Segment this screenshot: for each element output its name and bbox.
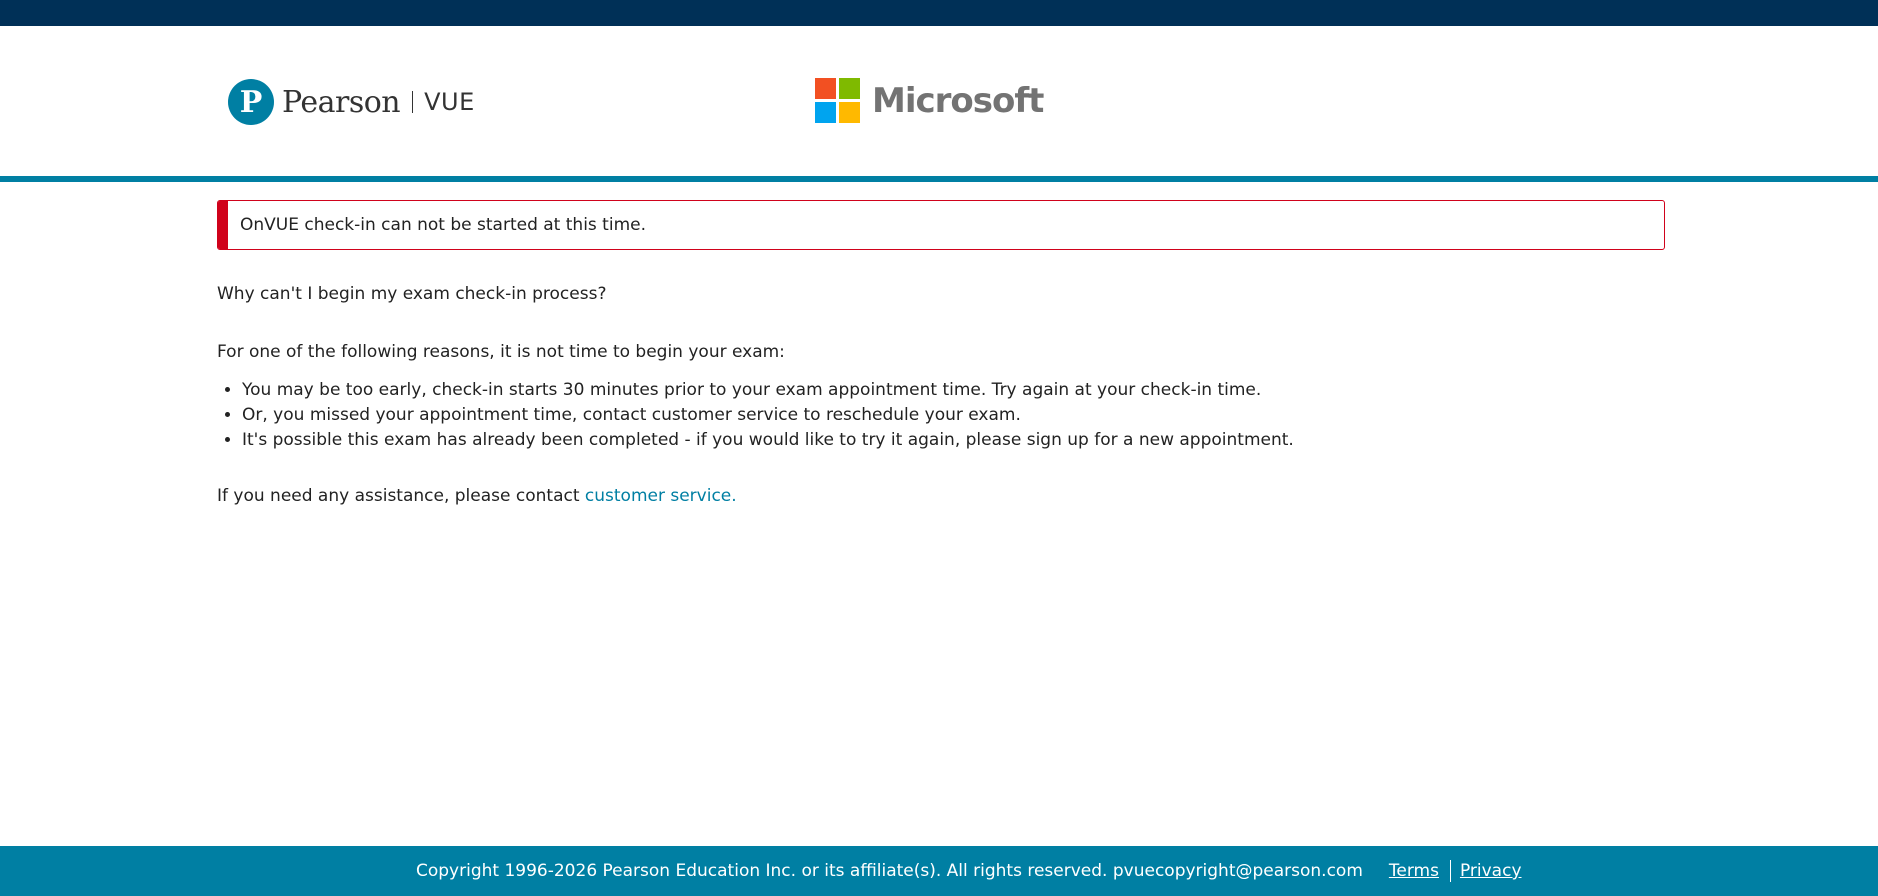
- footer: [0, 846, 1878, 896]
- pearson-wordmark: Pearson: [282, 84, 401, 120]
- vue-wordmark: VUE: [424, 88, 475, 116]
- top-bar: [0, 0, 1878, 26]
- reasons-intro: For one of the following reasons, it is not time to begin your exam:: [217, 342, 785, 362]
- terms-link[interactable]: Terms: [1388, 861, 1439, 881]
- svg-text:P: P: [239, 85, 263, 120]
- alert-message: OnVUE check-in can not be started at this time.: [240, 215, 646, 235]
- assistance-text: [217, 486, 737, 506]
- list-item: • It's possible this exam has already been completed - if you would like to try it again, please sign up for a new appointment.: [242, 428, 1294, 453]
- list-item: • You may be too early, check-in starts 30 minutes prior to your exam appointment time. Try again at your check-in time.: [242, 378, 1294, 403]
- microsoft-logo: [815, 78, 1043, 123]
- assistance-prefix: If you need any assistance, please contact: [217, 486, 585, 506]
- microsoft-wordmark: Microsoft: [872, 80, 1044, 121]
- pearson-p-icon: [228, 77, 274, 127]
- alert-accent-bar: [218, 201, 228, 249]
- header-rule: [0, 176, 1878, 182]
- main-content: [217, 200, 1667, 506]
- footer-divider: [1450, 860, 1451, 882]
- reasons-list: [217, 378, 1294, 453]
- error-alert: [217, 200, 1665, 250]
- footer-copyright: Copyright 1996-2026 Pearson Education Inc. or its affiliate(s). All rights reserved. pvuecopyright@pearson.com: [416, 861, 1363, 881]
- pearson-vue-logo[interactable]: [228, 74, 475, 130]
- privacy-link[interactable]: Privacy: [1459, 861, 1522, 881]
- logo-divider: [412, 91, 413, 113]
- microsoft-grid-icon: [815, 78, 860, 123]
- page-question: Why can't I begin my exam check-in process?: [217, 284, 607, 304]
- footer-content: [416, 860, 1522, 882]
- list-item: • Or, you missed your appointment time, contact customer service to reschedule your exam.: [242, 403, 1294, 428]
- customer-service-link[interactable]: customer service.: [584, 486, 737, 506]
